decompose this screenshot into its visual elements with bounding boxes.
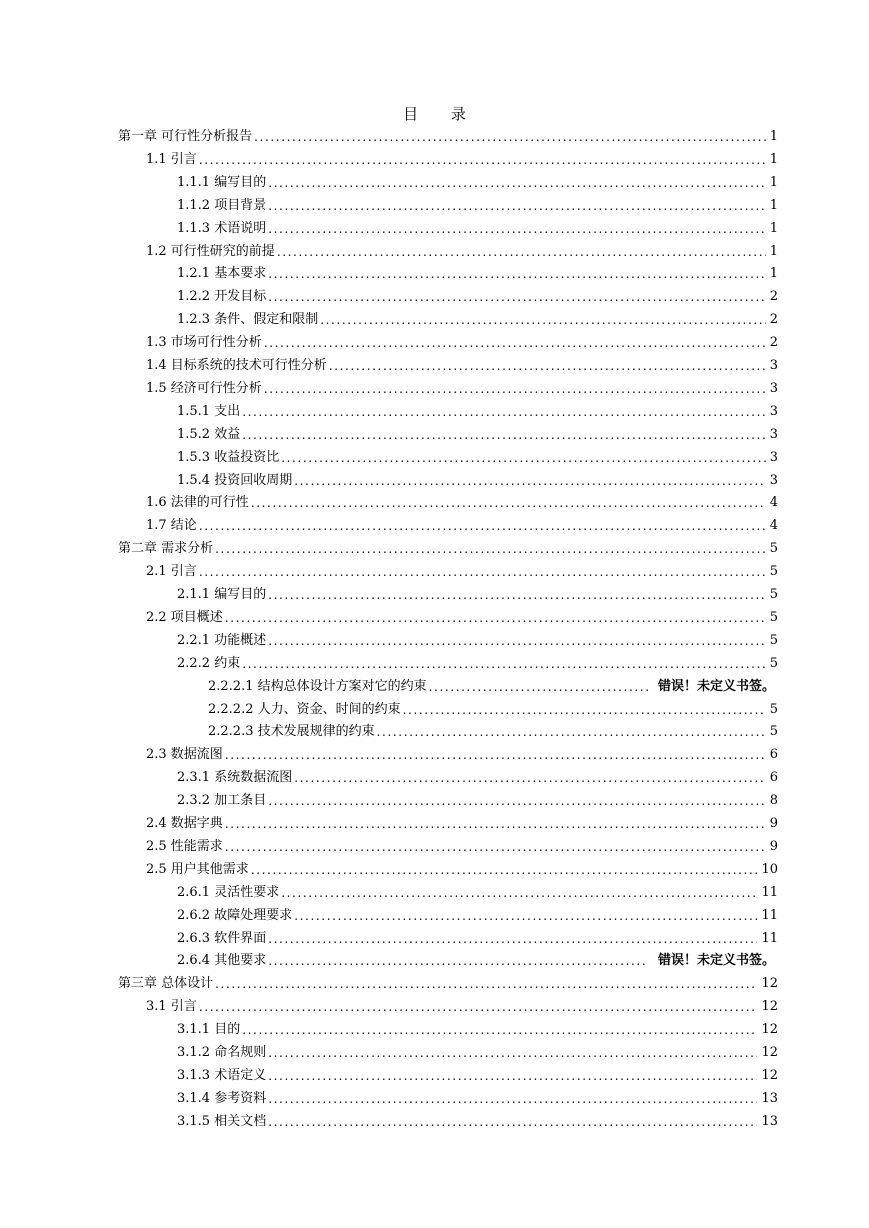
- toc-leader-dots: [281, 882, 757, 904]
- toc-entry-label: 1.1 引言: [146, 151, 197, 167]
- toc-entry[interactable]: [146, 607, 778, 629]
- toc-leader-dots: [320, 309, 766, 331]
- toc-entry-label: 2.2.1 功能概述: [177, 632, 267, 648]
- toc-leader-dots: [268, 1111, 757, 1133]
- toc-leader-dots: [199, 561, 766, 583]
- toc-entry-page: 3: [769, 426, 778, 442]
- toc-entry[interactable]: [146, 996, 778, 1018]
- toc-entry-page: 3: [769, 449, 778, 465]
- toc-leader-dots: [225, 607, 766, 629]
- toc-entry[interactable]: [177, 767, 778, 789]
- toc-entry-page: 12: [761, 1045, 778, 1060]
- toc-entry-label: 1.5.3 收益投资比: [177, 449, 280, 465]
- toc-entry[interactable]: [177, 1019, 778, 1041]
- toc-entry-label: 1.1.3 术语说明: [177, 220, 267, 236]
- toc-entry-page: 1: [769, 174, 778, 190]
- toc-entry-page: 1: [769, 220, 778, 236]
- toc-entry-label: 2.3 数据流图: [146, 747, 223, 763]
- toc-leader-dots: [199, 149, 766, 171]
- toc-leader-dots: [268, 195, 766, 217]
- toc-entry[interactable]: [177, 309, 778, 331]
- toc-entry-page: 12: [761, 976, 778, 992]
- toc-entry-label: 1.5.1 支出: [177, 403, 241, 419]
- toc-entry[interactable]: [146, 744, 778, 766]
- toc-entry-label: 1.3 市场可行性分析: [146, 335, 262, 351]
- toc-entry-label: 3.1.3 术语定义: [177, 1067, 267, 1083]
- toc-entry-label: 1.2.3 条件、假定和限制: [177, 312, 319, 328]
- toc-entry-label: 3.1 引言: [146, 999, 197, 1015]
- toc-leader-dots: [199, 996, 758, 1018]
- toc-leader-dots: [264, 332, 766, 354]
- toc-entry-page: 3: [769, 403, 778, 419]
- toc-leader-dots: [429, 676, 648, 698]
- toc-entry-page: 11: [761, 884, 778, 900]
- toc-entry[interactable]: [177, 630, 778, 652]
- toc-entry[interactable]: [118, 973, 778, 995]
- toc-leader-dots: [268, 172, 766, 194]
- toc-entry-page: 5: [769, 609, 778, 625]
- toc-entry-label: 2.6.3 软件界面: [177, 930, 267, 946]
- toc-entry[interactable]: [146, 241, 778, 263]
- toc-leader-dots: [268, 950, 648, 972]
- toc-entry-page: 13: [761, 1113, 778, 1129]
- toc-entry[interactable]: [118, 126, 778, 148]
- toc-leader-dots: [199, 515, 766, 537]
- toc-entry-label: 1.2.1 基本要求: [177, 266, 267, 282]
- toc-entry-label: 2.2 项目概述: [146, 609, 223, 625]
- toc-entry[interactable]: [146, 859, 778, 881]
- toc-leader-dots: [268, 263, 766, 285]
- toc-leader-dots: [268, 1088, 757, 1110]
- toc-entry[interactable]: [177, 790, 778, 812]
- toc-entry[interactable]: [146, 355, 778, 377]
- toc-entry-page: 5: [769, 564, 778, 580]
- toc-entry[interactable]: [146, 378, 778, 400]
- toc-entry-page: 9: [769, 838, 778, 854]
- toc-entry[interactable]: [146, 836, 778, 858]
- toc-entry[interactable]: [177, 1065, 778, 1087]
- toc-entry[interactable]: [177, 401, 778, 423]
- toc-leader-dots: [215, 538, 766, 560]
- toc-entry-page: 1: [769, 129, 778, 144]
- toc-entry[interactable]: [177, 1088, 778, 1110]
- toc-entry-label: 2.2.2.1 结构总体设计方案对它的约束: [208, 678, 427, 694]
- toc-entry-label: 1.5.4 投资回收周期: [177, 472, 293, 488]
- toc-entry-label: 第三章 总体设计: [118, 976, 214, 992]
- toc-leader-dots: [264, 378, 766, 400]
- toc-entry[interactable]: [177, 424, 778, 446]
- toc-leader-dots: [294, 767, 766, 789]
- toc-entry-page: 9: [769, 816, 778, 831]
- toc-entry-page: 5: [769, 632, 778, 648]
- toc-entry-page: 3: [769, 380, 778, 396]
- toc-leader-dots: [268, 1065, 757, 1087]
- toc-leader-dots: [268, 630, 766, 652]
- toc-leader-dots: [254, 126, 766, 148]
- toc-entry-label: 1.7 结论: [146, 518, 197, 534]
- toc-entry[interactable]: [146, 515, 778, 537]
- toc-leader-dots: [242, 424, 766, 446]
- toc-entry[interactable]: [146, 332, 778, 354]
- toc-entry[interactable]: [146, 813, 778, 835]
- toc-entry-page: 5: [769, 655, 778, 671]
- toc-entry-label: 1.1.2 项目背景: [177, 197, 267, 213]
- toc-entry-label: 2.1 引言: [146, 564, 197, 580]
- toc-leader-dots: [294, 470, 766, 492]
- toc-leader-dots: [225, 744, 766, 766]
- toc-entry-page: 2: [769, 289, 778, 305]
- toc-entry-page: 1: [769, 266, 778, 282]
- toc-entry-label: 1.5.2 效益: [177, 426, 241, 442]
- toc-entry-page: 4: [769, 495, 778, 511]
- toc-entry[interactable]: [177, 470, 778, 492]
- toc-entry-label: 1.4 目标系统的技术可行性分析: [146, 358, 327, 373]
- toc-entry-label: 2.3.2 加工条目: [177, 793, 267, 809]
- toc-entry-label: 1.2 可行性研究的前提: [146, 243, 275, 259]
- toc-entry[interactable]: [177, 905, 778, 927]
- toc-entry-page: 3: [769, 358, 778, 373]
- toc-entry-page: 4: [769, 518, 778, 534]
- toc-entry-page: 5: [769, 541, 778, 557]
- toc-entry[interactable]: [177, 882, 778, 904]
- toc-entry-page: 12: [761, 999, 778, 1015]
- toc-entry-label: 2.2.2 约束: [177, 655, 241, 671]
- toc-entry[interactable]: [177, 653, 778, 675]
- toc-entry-label: 2.3.1 系统数据流图: [177, 770, 293, 786]
- toc-leader-dots: [242, 1019, 757, 1041]
- toc-entry[interactable]: [177, 218, 778, 240]
- toc-entry[interactable]: [208, 721, 778, 743]
- toc-leader-dots: [242, 653, 766, 675]
- toc-entry[interactable]: [177, 1042, 778, 1064]
- toc-entry-page: 8: [769, 793, 778, 809]
- toc-entry[interactable]: [118, 538, 778, 560]
- toc-entry[interactable]: [177, 286, 778, 308]
- toc-entry[interactable]: [146, 561, 778, 583]
- toc-entry[interactable]: [208, 676, 775, 698]
- toc-leader-dots: [377, 721, 766, 743]
- toc-entry-label: 2.5 用户其他需求: [146, 861, 249, 877]
- toc-leader-dots: [215, 973, 757, 995]
- toc-leader-dots: [268, 584, 766, 606]
- toc-entry[interactable]: [177, 447, 778, 469]
- toc-entry-page: 6: [769, 747, 778, 763]
- toc-entry-label: 2.6.1 灵活性要求: [177, 884, 280, 900]
- toc-entry-label: 第一章 可行性分析报告: [118, 129, 253, 144]
- toc-entry-page: 11: [761, 907, 778, 923]
- toc-entry-page: 10: [761, 861, 778, 877]
- toc-entry-page: 2: [769, 335, 778, 351]
- toc-leader-dots: [268, 286, 766, 308]
- toc-entry-label: 2.6.2 故障处理要求: [177, 907, 293, 923]
- toc-leader-dots: [403, 699, 766, 721]
- toc-entry[interactable]: [177, 584, 778, 606]
- toc-leader-dots: [329, 355, 766, 377]
- toc-entry-page: 5: [769, 587, 778, 602]
- toc-entry-label: 第二章 需求分析: [118, 541, 214, 557]
- toc-entry-label: 3.1.2 命名规则: [177, 1045, 267, 1060]
- toc-leader-dots: [268, 218, 766, 240]
- toc-entry-page: 12: [761, 1022, 778, 1038]
- toc-entry-label: 2.6.4 其他要求: [177, 953, 267, 969]
- toc-entry[interactable]: [146, 149, 778, 171]
- toc-entry[interactable]: [208, 699, 778, 721]
- toc-entry-label: 3.1.5 相关文档: [177, 1113, 267, 1129]
- toc-entry[interactable]: [177, 263, 778, 285]
- toc-entry-page: 1: [769, 243, 778, 259]
- toc-entry-label: 3.1.4 参考资料: [177, 1090, 267, 1106]
- toc-entry-page: 1: [769, 197, 778, 213]
- toc-entry[interactable]: [177, 928, 778, 950]
- toc-entry-error: 错误！未定义书签。: [657, 678, 775, 694]
- toc-entry-page: 11: [761, 930, 778, 946]
- toc-entry-page: 5: [769, 701, 778, 717]
- toc-entry-page: 12: [761, 1067, 778, 1083]
- toc-leader-dots: [268, 790, 766, 812]
- toc-leader-dots: [281, 447, 766, 469]
- toc-leader-dots: [251, 492, 766, 514]
- toc-entry-label: 2.5 性能需求: [146, 838, 223, 854]
- toc-entry-label: 3.1.1 目的: [177, 1022, 241, 1038]
- toc-entry-page: 1: [769, 151, 778, 167]
- toc-entry[interactable]: [177, 172, 778, 194]
- toc-leader-dots: [268, 928, 757, 950]
- toc-leader-dots: [277, 241, 766, 263]
- toc-entry-page: 6: [769, 770, 778, 786]
- toc-entry-page: 13: [761, 1090, 778, 1106]
- toc-entry-page: 3: [769, 472, 778, 488]
- toc-entry-label: 1.1.1 编写目的: [177, 174, 267, 190]
- toc-entry-error: 错误！未定义书签。: [657, 953, 775, 969]
- toc-entry-label: 2.2.2.2 人力、资金、时间的约束: [208, 701, 401, 717]
- toc-entry-page: 5: [769, 724, 778, 740]
- toc-leader-dots: [294, 905, 757, 927]
- toc-entry-label: 2.1.1 编写目的: [177, 587, 267, 602]
- toc-entry-label: 1.6 法律的可行性: [146, 495, 249, 511]
- toc-entry-label: 1.5 经济可行性分析: [146, 380, 262, 396]
- toc-entry-label: 2.4 数据字典: [146, 816, 223, 831]
- toc-leader-dots: [268, 1042, 757, 1064]
- toc-leader-dots: [225, 813, 766, 835]
- toc-leader-dots: [242, 401, 766, 423]
- toc-entry-page: 2: [769, 312, 778, 328]
- toc-leader-dots: [251, 859, 758, 881]
- toc-entry-label: 1.2.2 开发目标: [177, 289, 267, 305]
- toc-entry[interactable]: [177, 195, 778, 217]
- toc-title: 目 录: [403, 105, 480, 123]
- toc-entry[interactable]: [146, 492, 778, 514]
- toc-entry[interactable]: [177, 1111, 778, 1133]
- toc-entry-label: 2.2.2.3 技术发展规律的约束: [208, 724, 375, 740]
- toc-entry[interactable]: [177, 950, 775, 972]
- toc-leader-dots: [225, 836, 766, 858]
